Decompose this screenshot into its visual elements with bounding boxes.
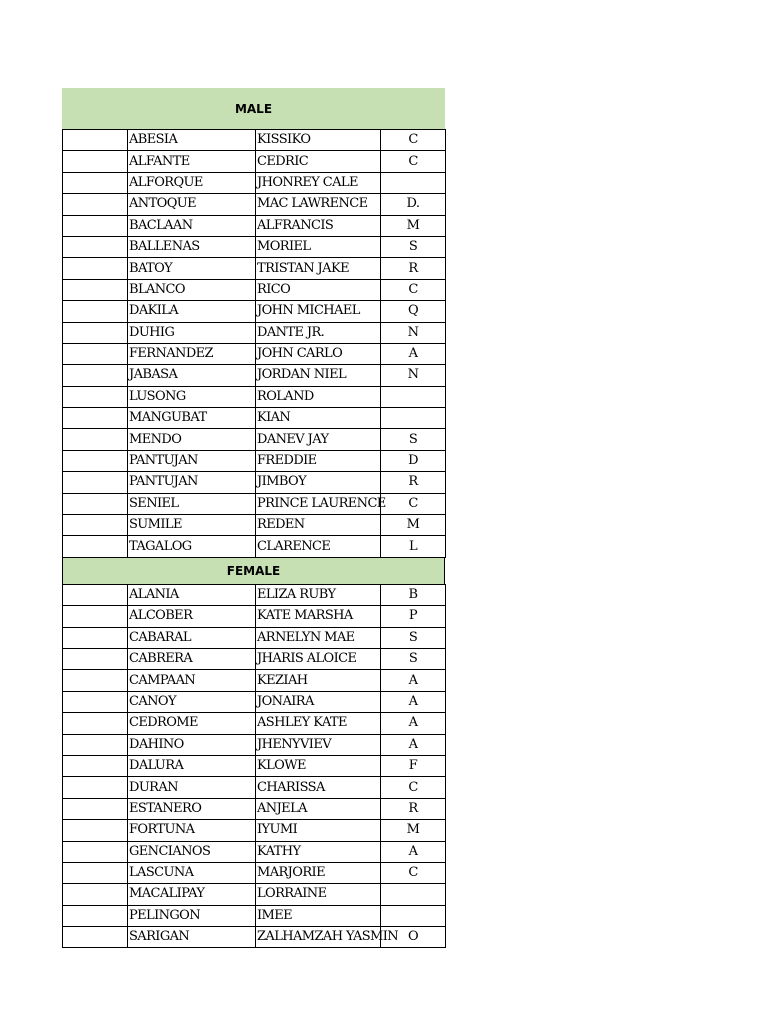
table-row (63, 820, 446, 841)
first-name-cell: RICO (256, 279, 381, 300)
table-row (63, 493, 446, 514)
row-index-cell (63, 884, 128, 905)
middle-initial-cell: S (381, 236, 446, 257)
row-index-cell (63, 236, 128, 257)
table-row (63, 408, 446, 429)
middle-initial-cell: M (381, 515, 446, 536)
row-index-cell (63, 130, 128, 151)
table-row (63, 151, 446, 172)
table-row (63, 194, 446, 215)
first-name-cell: CLARENCE (256, 536, 381, 557)
last-name-cell: BATOY (128, 258, 256, 279)
row-index-cell (63, 386, 128, 407)
female-section-header (62, 558, 445, 584)
table-row (63, 862, 446, 883)
first-name-cell: IYUMI (256, 820, 381, 841)
first-name-cell: ELIZA RUBY (256, 584, 381, 605)
middle-initial-cell: C (381, 777, 446, 798)
first-name-cell: REDEN (256, 515, 381, 536)
table-row (63, 734, 446, 755)
first-name-cell: KEZIAH (256, 670, 381, 691)
last-name-cell: LUSONG (128, 386, 256, 407)
last-name-cell: CAMPAAN (128, 670, 256, 691)
first-name-cell: KLOWE (256, 755, 381, 776)
row-index-cell (63, 584, 128, 605)
middle-initial-cell: C (381, 862, 446, 883)
row-index-cell (63, 691, 128, 712)
last-name-cell: BALLENAS (128, 236, 256, 257)
table-row (63, 365, 446, 386)
table-row (63, 648, 446, 669)
first-name-cell: ASHLEY KATE (256, 713, 381, 734)
last-name-cell: SENIEL (128, 493, 256, 514)
middle-initial-cell: R (381, 258, 446, 279)
first-name-cell: JHONREY CALE (256, 172, 381, 193)
first-name-cell: DANEV JAY (256, 429, 381, 450)
first-name-cell: KISSIKO (256, 130, 381, 151)
table-row (63, 713, 446, 734)
first-name-cell: MARJORIE (256, 862, 381, 883)
table-row (63, 755, 446, 776)
last-name-cell: LASCUNA (128, 862, 256, 883)
first-name-cell: ROLAND (256, 386, 381, 407)
table-row (63, 236, 446, 257)
table-row (63, 215, 446, 236)
table-row (63, 670, 446, 691)
last-name-cell: DURAN (128, 777, 256, 798)
table-row (63, 927, 446, 948)
last-name-cell: DALURA (128, 755, 256, 776)
last-name-cell: BACLAAN (128, 215, 256, 236)
middle-initial-cell: D. (381, 194, 446, 215)
row-index-cell (63, 734, 128, 755)
table-row (63, 905, 446, 926)
middle-initial-cell (381, 408, 446, 429)
first-name-cell: JOHN CARLO (256, 343, 381, 364)
middle-initial-cell: C (381, 279, 446, 300)
first-name-cell: TRISTAN JAKE (256, 258, 381, 279)
row-index-cell (63, 841, 128, 862)
last-name-cell: SARIGAN (128, 927, 256, 948)
row-index-cell (63, 515, 128, 536)
middle-initial-cell: C (381, 493, 446, 514)
middle-initial-cell (381, 172, 446, 193)
last-name-cell: PELINGON (128, 905, 256, 926)
last-name-cell: DAKILA (128, 301, 256, 322)
middle-initial-cell: A (381, 670, 446, 691)
row-index-cell (63, 777, 128, 798)
row-index-cell (63, 648, 128, 669)
first-name-cell: KATE MARSHA (256, 606, 381, 627)
female-table (62, 584, 446, 949)
row-index-cell (63, 172, 128, 193)
last-name-cell: CABARAL (128, 627, 256, 648)
middle-initial-cell: A (381, 343, 446, 364)
last-name-cell: ALFORQUE (128, 172, 256, 193)
last-name-cell: MENDO (128, 429, 256, 450)
middle-initial-cell: F (381, 755, 446, 776)
table-row (63, 584, 446, 605)
last-name-cell: CEDROME (128, 713, 256, 734)
table-row (63, 279, 446, 300)
last-name-cell: CANOY (128, 691, 256, 712)
last-name-cell: MANGUBAT (128, 408, 256, 429)
row-index-cell (63, 627, 128, 648)
row-index-cell (63, 365, 128, 386)
row-index-cell (63, 670, 128, 691)
middle-initial-cell: O (381, 927, 446, 948)
first-name-cell: CHARISSA (256, 777, 381, 798)
last-name-cell: ANTOQUE (128, 194, 256, 215)
first-name-cell: LORRAINE (256, 884, 381, 905)
middle-initial-cell (381, 386, 446, 407)
table-row (63, 322, 446, 343)
last-name-cell: ESTANERO (128, 798, 256, 819)
row-index-cell (63, 472, 128, 493)
first-name-cell: JOHN MICHAEL (256, 301, 381, 322)
row-index-cell (63, 194, 128, 215)
table-row (63, 841, 446, 862)
first-name-cell: IMEE (256, 905, 381, 926)
middle-initial-cell: M (381, 820, 446, 841)
middle-initial-cell: A (381, 841, 446, 862)
table-row (63, 777, 446, 798)
male-header-label: MALE (234, 101, 273, 116)
table-row (63, 627, 446, 648)
middle-initial-cell: R (381, 798, 446, 819)
middle-initial-cell: A (381, 713, 446, 734)
male-table (62, 129, 446, 558)
row-index-cell (63, 258, 128, 279)
table-row (63, 386, 446, 407)
table-row (63, 130, 446, 151)
last-name-cell: TAGALOG (128, 536, 256, 557)
last-name-cell: PANTUJAN (128, 450, 256, 471)
table-row (63, 429, 446, 450)
middle-initial-cell: A (381, 691, 446, 712)
middle-initial-cell: M (381, 215, 446, 236)
table-row (63, 606, 446, 627)
middle-initial-cell (381, 884, 446, 905)
last-name-cell: ALFANTE (128, 151, 256, 172)
middle-initial-cell: Q (381, 301, 446, 322)
row-index-cell (63, 493, 128, 514)
row-index-cell (63, 798, 128, 819)
last-name-cell: PANTUJAN (128, 472, 256, 493)
first-name-cell: ARNELYN MAE (256, 627, 381, 648)
male-section-header (62, 88, 445, 129)
middle-initial-cell: S (381, 627, 446, 648)
last-name-cell: DUHIG (128, 322, 256, 343)
table-row (63, 691, 446, 712)
first-name-cell: KIAN (256, 408, 381, 429)
last-name-cell: SUMILE (128, 515, 256, 536)
last-name-cell: ALCOBER (128, 606, 256, 627)
last-name-cell: GENCIANOS (128, 841, 256, 862)
row-index-cell (63, 927, 128, 948)
middle-initial-cell: S (381, 429, 446, 450)
table-row (63, 515, 446, 536)
last-name-cell: MACALIPAY (128, 884, 256, 905)
first-name-cell: JIMBOY (256, 472, 381, 493)
row-index-cell (63, 606, 128, 627)
last-name-cell: BLANCO (128, 279, 256, 300)
table-row (63, 450, 446, 471)
first-name-cell: ZALHAMZAH YASMIN (256, 927, 381, 948)
table-row (63, 536, 446, 557)
row-index-cell (63, 429, 128, 450)
first-name-cell: MAC LAWRENCE (256, 194, 381, 215)
first-name-cell: JORDAN NIEL (256, 365, 381, 386)
row-index-cell (63, 755, 128, 776)
row-index-cell (63, 862, 128, 883)
row-index-cell (63, 905, 128, 926)
row-index-cell (63, 322, 128, 343)
table-row (63, 884, 446, 905)
middle-initial-cell: P (381, 606, 446, 627)
row-index-cell (63, 215, 128, 236)
last-name-cell: FORTUNA (128, 820, 256, 841)
table-row (63, 301, 446, 322)
female-header-label: FEMALE (226, 563, 281, 578)
middle-initial-cell: A (381, 734, 446, 755)
first-name-cell: DANTE JR. (256, 322, 381, 343)
table-row (63, 172, 446, 193)
middle-initial-cell: C (381, 130, 446, 151)
first-name-cell: FREDDIE (256, 450, 381, 471)
first-name-cell: JONAIRA (256, 691, 381, 712)
middle-initial-cell: L (381, 536, 446, 557)
row-index-cell (63, 450, 128, 471)
last-name-cell: DAHINO (128, 734, 256, 755)
table-row (63, 472, 446, 493)
first-name-cell: CEDRIC (256, 151, 381, 172)
middle-initial-cell: S (381, 648, 446, 669)
table-row (63, 798, 446, 819)
row-index-cell (63, 408, 128, 429)
middle-initial-cell: N (381, 322, 446, 343)
row-index-cell (63, 279, 128, 300)
first-name-cell: JHENYVIEV (256, 734, 381, 755)
last-name-cell: ALANIA (128, 584, 256, 605)
table-row (63, 258, 446, 279)
table-row (63, 343, 446, 364)
middle-initial-cell: C (381, 151, 446, 172)
first-name-cell: JHARIS ALOICE (256, 648, 381, 669)
row-index-cell (63, 713, 128, 734)
row-index-cell (63, 301, 128, 322)
last-name-cell: CABRERA (128, 648, 256, 669)
class-list-sheet (62, 88, 445, 948)
row-index-cell (63, 151, 128, 172)
middle-initial-cell (381, 905, 446, 926)
last-name-cell: ABESIA (128, 130, 256, 151)
last-name-cell: FERNANDEZ (128, 343, 256, 364)
middle-initial-cell: D (381, 450, 446, 471)
first-name-cell: MORIEL (256, 236, 381, 257)
first-name-cell: KATHY (256, 841, 381, 862)
first-name-cell: PRINCE LAURENCE (256, 493, 381, 514)
middle-initial-cell: R (381, 472, 446, 493)
row-index-cell (63, 343, 128, 364)
last-name-cell: JABASA (128, 365, 256, 386)
first-name-cell: ANJELA (256, 798, 381, 819)
row-index-cell (63, 536, 128, 557)
middle-initial-cell: B (381, 584, 446, 605)
first-name-cell: ALFRANCIS (256, 215, 381, 236)
row-index-cell (63, 820, 128, 841)
middle-initial-cell: N (381, 365, 446, 386)
